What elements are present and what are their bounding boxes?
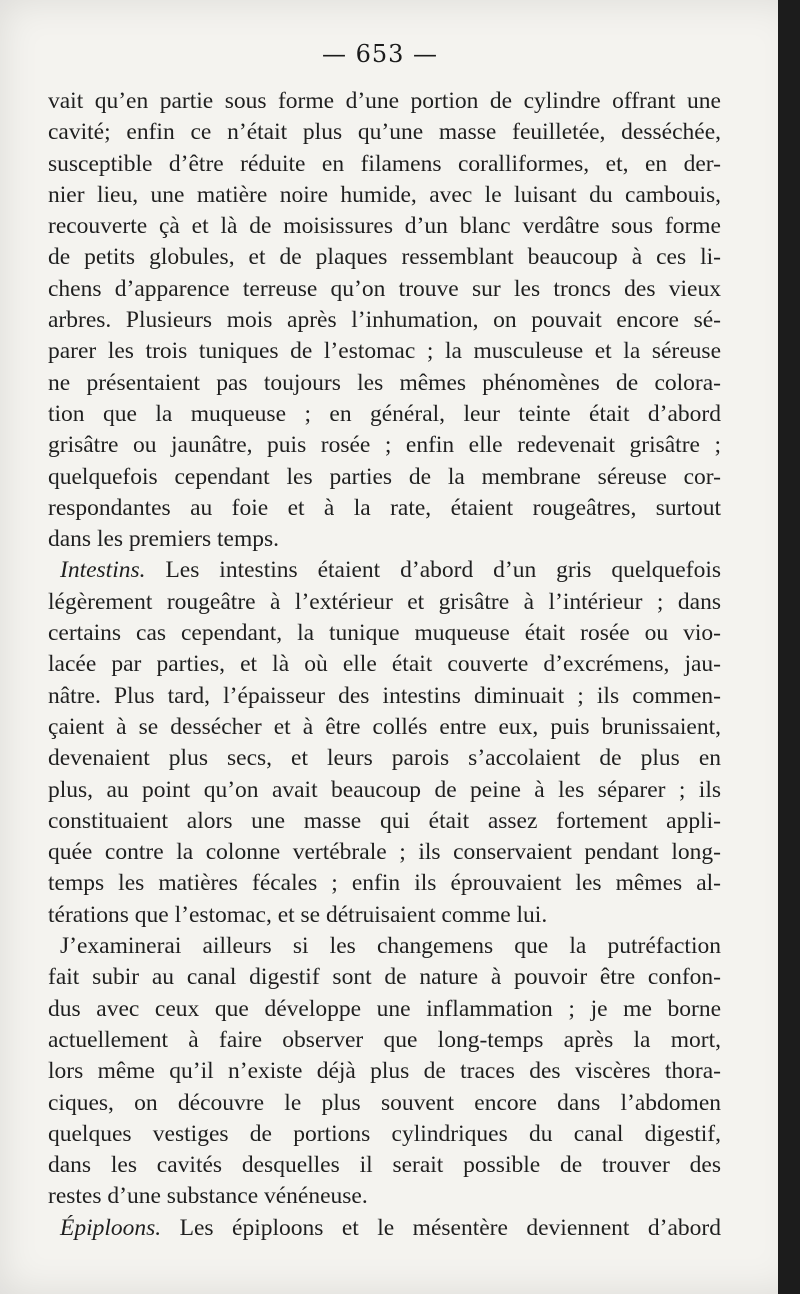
text-line [48,743,721,774]
text-line [48,775,721,806]
line-text: çaient à se dessécher et à être collés entre eux, puis brunissaient, [48,713,721,740]
line-text: fait subir au canal digestif sont de nature à pouvoir être confon- [48,964,721,991]
text-line [48,430,721,461]
line-text: susceptible d’être réduite en filamens coralliformes, et, en der- [48,150,721,177]
text-line [48,900,721,931]
text-line [48,242,721,273]
line-text: de petits globules, et de plaques ressemblant beaucoup à ces li- [48,244,721,271]
line-text: plus, au point qu’on avait beaucoup de peine à les séparer ; ils [48,776,721,803]
line-text: quelquefois cependant les parties de la membrane séreuse cor- [48,463,721,490]
line-text: certains cas cependant, la tunique muqueuse était rosée ou vio- [48,620,721,647]
line-text: ne présentaient pas toujours les mêmes phénomènes de colora- [48,369,721,396]
line-text: devenaient plus secs, et leurs parois s’accolaient de plus en [48,745,721,772]
section-label: Intestins. [60,557,146,584]
text-line [48,994,721,1025]
line-text: J’examinerai ailleurs si les changemens que la putréfaction [60,933,721,960]
text-line [48,806,721,837]
line-text: nâtre. Plus tard, l’épaisseur des intestins diminuait ; ils commen- [48,682,721,709]
line-text: légèrement rougeâtre à l’extérieur et grisâtre à l’intérieur ; dans [48,588,721,615]
line-text: constituaient alors une masse qui était assez fortement appli- [48,807,721,834]
text-line [48,524,721,555]
text-line [48,931,721,962]
text-line [48,336,721,367]
line-text: dans les premiers temps. [48,526,280,553]
line-text: chens d’apparence terreuse qu’on trouve sur les troncs des vieux [48,275,721,302]
text-line [48,493,721,524]
text-line [48,399,721,430]
line-text: actuellement à faire observer que long-temps après la mort, [48,1026,721,1053]
page-number-header: — 653 — [321,40,439,68]
line-text: cavité; enfin ce n’était plus qu’une masse feuilletée, desséchée, [48,119,721,146]
line-text: Les intestins étaient d’abord d’un gris quelquefois [145,557,721,584]
line-text: recouverte çà et là de moisissures d’un blanc verdâtre sous forme [48,213,721,240]
line-text: dus avec ceux que développe une inflammation ; je me borne [48,995,721,1022]
text-line [48,712,721,743]
line-text: parer les trois tuniques de l’estomac ; la musculeuse et la séreuse [48,338,721,365]
body-text [48,86,721,1244]
line-text: quée contre la colonne vertébrale ; ils conservaient pendant long- [48,839,721,866]
text-line [48,180,721,211]
line-text: Les épiploons et le mésentère deviennent d’abord [161,1214,721,1241]
text-line [48,1088,721,1119]
line-text: restes d’une substance vénéneuse. [48,1183,368,1210]
line-text: térations que l’estomac, et se détruisaient comme lui. [48,901,548,928]
text-line [48,86,721,117]
text-line [48,587,721,618]
text-line [48,837,721,868]
page-edge-shadow [778,0,800,1294]
line-text: respondantes au foie et à la rate, étaient rougeâtres, surtout [48,494,721,521]
text-line [48,149,721,180]
text-line [48,211,721,242]
line-text: grisâtre ou jaunâtre, puis rosée ; enfin elle redevenait grisâtre ; [48,432,721,459]
text-line [48,274,721,305]
text-line [48,368,721,399]
section-label: Épiploons. [60,1214,162,1241]
line-text: dans les cavités desquelles il serait possible de trouver des [48,1152,721,1179]
line-text: lors même qu’il n’existe déjà plus de traces des viscères thora- [48,1058,721,1085]
line-text: tion que la muqueuse ; en général, leur teinte était d’abord [48,400,721,427]
text-line [48,1025,721,1056]
text-line [48,1213,721,1244]
text-line [48,555,721,586]
text-line [48,681,721,712]
line-text: quelques vestiges de portions cylindriques du canal digestif, [48,1120,721,1147]
text-line [48,1150,721,1181]
text-line [48,305,721,336]
text-line [48,649,721,680]
text-line [48,117,721,148]
text-line [48,618,721,649]
line-text: nier lieu, une matière noire humide, avec le luisant du cambouis, [48,181,721,208]
text-line [48,1181,721,1212]
text-line [48,1119,721,1150]
line-text: ciques, on découvre le plus souvent encore dans l’abdomen [48,1089,721,1116]
line-text: vait qu’en partie sous forme d’une portion de cylindre offrant une [48,88,721,114]
text-line [48,868,721,899]
line-text: arbres. Plusieurs mois après l’inhumation, on pouvait encore sé- [48,307,721,334]
line-text: lacée par parties, et là où elle était couverte d’excrémens, jau- [48,651,721,678]
text-line [48,462,721,493]
text-line [48,1056,721,1087]
line-text: temps les matières fécales ; enfin ils éprouvaient les mêmes al- [48,870,721,897]
text-line [48,962,721,993]
